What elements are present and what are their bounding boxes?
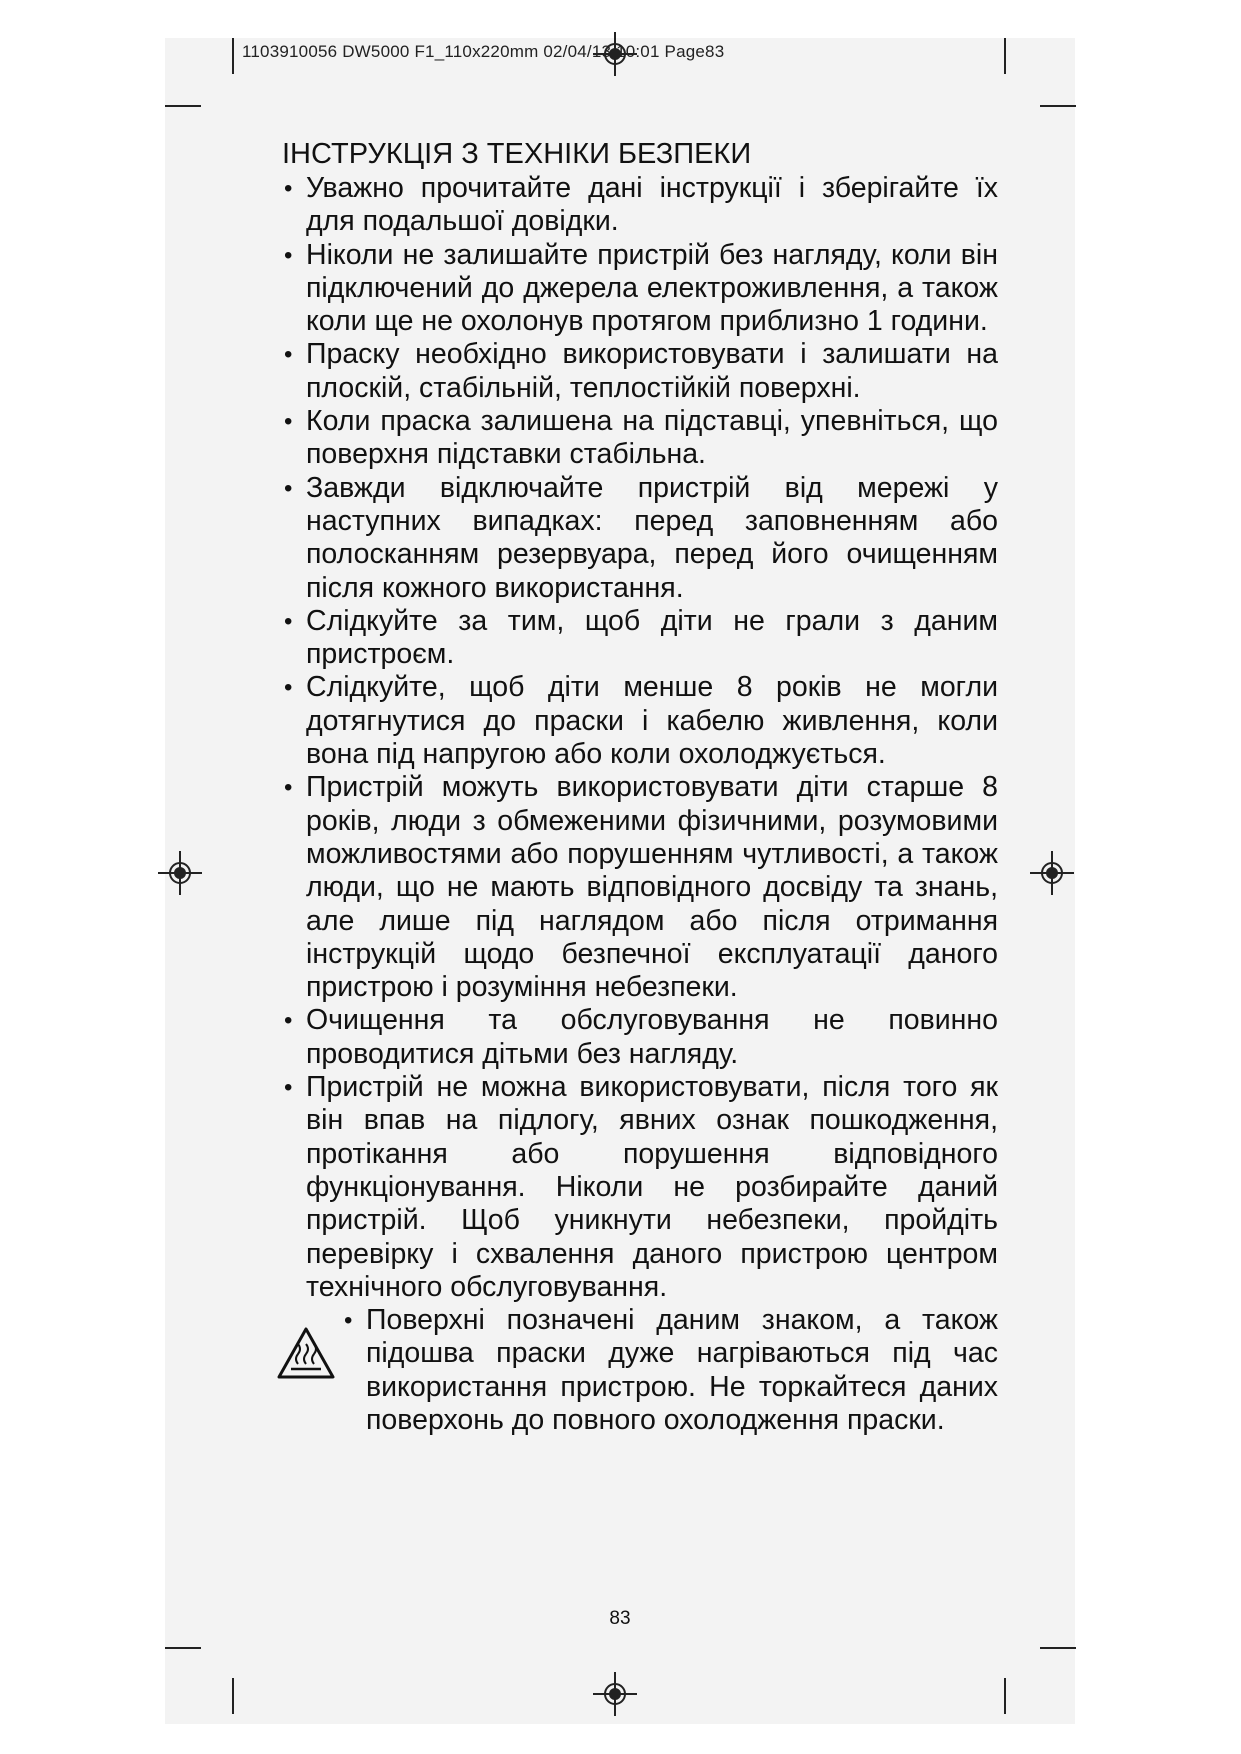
list-item: • Пристрій можуть використовувати діти старше 8 років, люди з обмеженими фізичними, розумовими можливостями або порушенням чутливості, а також люди, що не мають відповідного досвіду та знань, але лише під наглядом або після отримання інструкцій щодо безпечної експлуатації даного пристрою і розуміння небезпеки. (282, 771, 998, 1004)
registration-mark-icon (158, 851, 202, 895)
registration-mark-icon (593, 1672, 637, 1716)
list-item: • Пристрій не можна використовувати, після того як він впав на підлогу, явних ознак пошкодження, протікання або порушення відповідного функціонування. Ніколи не розбирайте даний пристрій. Щоб уникнути небезпеки, пройдіть перевірку і схвалення даного пристрою центром технічного обслуговування. (282, 1071, 998, 1304)
crop-mark (1040, 105, 1076, 107)
safety-instructions (282, 138, 998, 1437)
section-title: ІНСТРУКЦІЯ З ТЕХНІКИ БЕЗПЕКИ (282, 138, 752, 170)
instruction-list (282, 172, 998, 1304)
list-item: • Слідкуйте за тим, щоб діти не грали з даним пристроєм. (282, 605, 998, 672)
warning-item (282, 1304, 998, 1437)
list-item: • Праску необхідно використовувати і залишати на плоскій, стабільній, теплостійкій поверхні. (282, 338, 998, 405)
registration-mark-icon (1030, 851, 1074, 895)
crop-mark (165, 1647, 201, 1649)
hot-surface-icon (276, 1326, 336, 1380)
list-item: • Очищення та обслуговування не повинно проводитися дітьми без нагляду. (282, 1004, 998, 1071)
list-item: • Уважно прочитайте дані інструкції і зберігайте їх для подальшої довідки. (282, 172, 998, 239)
crop-mark (232, 1678, 234, 1714)
crop-mark (165, 105, 201, 107)
list-item: • Завжди відключайте пристрій від мережі у наступних випадках: перед заповненням або полосканням резервуара, перед його очищенням після кожного використання. (282, 472, 998, 605)
crop-mark (1040, 1647, 1076, 1649)
crop-mark (1004, 1678, 1006, 1714)
page-number: 83 (609, 1608, 631, 1629)
list-item: • Ніколи не залишайте пристрій без нагляду, коли він підключений до джерела електроживлення, а також коли ще не охолонув протягом приблизно 1 години. (282, 239, 998, 339)
warning-text: • Поверхні позначені даним знаком, а також підошва праски дуже нагріваються під час використання пристрою. Не торкайтеся даних поверхонь до повного охолодження праски. (342, 1304, 998, 1437)
crop-mark (232, 38, 234, 74)
print-slug: 1103910056 DW5000 F1_110x220mm 02/04/13 10:01 Page83 (242, 42, 725, 61)
crop-mark (1004, 38, 1006, 74)
list-item: • Коли праска залишена на підставці, упевніться, що поверхня підставки стабільна. (282, 405, 998, 472)
list-item: • Слідкуйте, щоб діти менше 8 років не могли дотягнутися до праски і кабелю живлення, коли вона під напругою або коли охолоджується. (282, 671, 998, 771)
